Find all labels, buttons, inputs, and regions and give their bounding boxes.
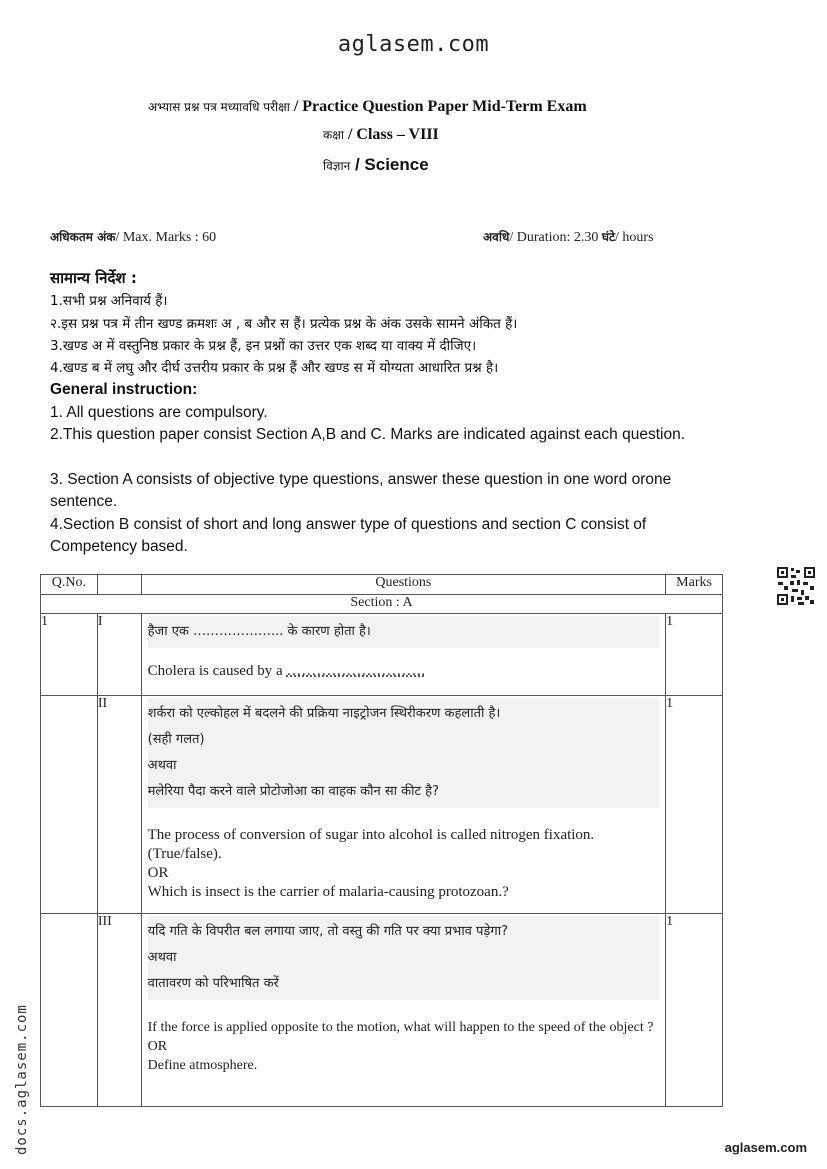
section-row [41, 595, 723, 614]
question-cell [141, 614, 665, 696]
question-sub-number: I [97, 614, 141, 696]
table-row [41, 696, 723, 914]
questions-table [40, 574, 723, 1107]
question-marks: 1 [666, 696, 723, 914]
subject-label [323, 155, 429, 175]
header-sub [97, 575, 141, 595]
english-question-line: The process of conversion of sugar into alcohol is called nitrogen fixation. (True/false). [147, 827, 595, 862]
duration-english: / Duration: 2.30 [509, 230, 602, 245]
english-instruction-item: 1. All questions are compulsory. [50, 404, 268, 421]
paper-title-english: / Practice Question Paper Mid-Term Exam [289, 98, 587, 115]
hindi-instruction-item: 4.खण्ड ब में लघु और दीर्घ उत्तरीय प्रकार के प्रश्न हैं और खण्ड स में योग्यता आधारित प्रश्न है। [50, 360, 499, 376]
english-question [148, 1018, 659, 1075]
qr-code-icon[interactable] [776, 566, 816, 606]
header-questions: Questions [141, 575, 665, 595]
english-instruction-item: 3. Section A consists of objective type questions, answer these question in one word orone sentence. [50, 471, 672, 510]
paper-title-hindi: अभ्यास प्रश्न पत्र मध्यावधि परीक्षा [148, 100, 290, 114]
question-number [41, 914, 98, 1107]
question-sub-number: II [97, 696, 141, 914]
hindi-question-line: (सही गलत) [147, 732, 205, 747]
duration [483, 228, 654, 246]
question-marks: 1 [666, 914, 723, 1107]
english-question-line: OR [147, 1039, 168, 1054]
question-sub-number: III [97, 914, 141, 1107]
hindi-instructions-heading: सामान्य निर्देश : [50, 269, 137, 287]
duration-hindi-unit: घंटे [601, 230, 616, 244]
hindi-question [148, 616, 659, 648]
answer-blank: ………………………. [286, 663, 426, 679]
english-instructions-heading: General instruction: [50, 381, 198, 398]
english-question-text: Cholera is caused by a [147, 663, 287, 679]
hindi-question-line: शर्करा को एल्कोहल में बदलने की प्रक्रिया नाइट्रोजन स्थिरीकरण कहलाती है। [147, 706, 501, 721]
english-question-line: Which is insect is the carrier of malaria-causing protozoan.? [147, 884, 509, 900]
hindi-question-line: यदि गति के विपरीत बल लगाया जाए, तो वस्तु की गति पर क्या प्रभाव पड़ेगा? [147, 924, 508, 939]
class-english: / Class – VIII [343, 126, 439, 143]
hindi-question-line: वातावरण को परिभाषित करें [147, 976, 279, 991]
question-cell [141, 696, 665, 914]
table-row [41, 914, 723, 1107]
subject-hindi: विज्ञान [323, 159, 351, 173]
paper-title [148, 98, 587, 116]
duration-english-unit: / hours [615, 230, 654, 245]
class-label [323, 126, 439, 144]
question-number: 1 [41, 614, 98, 696]
hindi-question-line: अथवा [147, 950, 177, 965]
english-question-line: OR [147, 865, 169, 881]
english-question [148, 826, 659, 902]
hindi-instruction-item: 3.खण्ड अ में वस्तुनिष्ठ प्रकार के प्रश्न हैं, इन प्रश्नों का उत्तर एक शब्द या वाक्य में दीजिए। [50, 338, 477, 354]
hindi-question [148, 916, 659, 1000]
side-watermark: docs.aglasem.com [14, 1004, 30, 1155]
hindi-instruction-item: २.इस प्रश्न पत्र में तीन खण्ड क्रमशः अ , ब और स हैं। प्रत्येक प्रश्न के अंक उसके सामने अंकित हैं। [50, 316, 518, 332]
question-marks: 1 [666, 614, 723, 696]
hindi-question-line: हैजा एक ………………... के कारण होता है। [147, 624, 371, 639]
hindi-question [148, 698, 659, 808]
subject-english: / Science [350, 155, 429, 174]
header-marks: Marks [666, 575, 723, 595]
max-marks-hindi: अधिकतम अंक [50, 230, 116, 244]
max-marks-english: / Max. Marks : 60 [115, 230, 217, 245]
question-number [41, 696, 98, 914]
table-row [41, 614, 723, 696]
footer-brand: aglasem.com [724, 1140, 807, 1155]
section-label: Section : A [41, 595, 723, 614]
max-marks [50, 228, 216, 246]
hindi-instruction-item: 1.सभी प्रश्न अनिवार्य हैं। [50, 293, 168, 309]
english-instruction-item: 4.Section B consist of short and long answer type of questions and section C consist of Competency based. [50, 516, 647, 555]
english-question [148, 662, 659, 681]
english-question-line: If the force is applied opposite to the motion, what will happen to the speed of the object ? [147, 1020, 654, 1035]
hindi-question-line: मलेरिया पैदा करने वाले प्रोटोजोआ का वाहक कौन सा कीट है? [147, 784, 439, 799]
hindi-question-line: अथवा [147, 758, 177, 773]
site-logo: aglasem.com [337, 32, 490, 57]
duration-hindi: अवधि [483, 230, 510, 244]
question-cell [141, 914, 665, 1107]
class-hindi: कक्षा [323, 128, 344, 142]
english-question-line: Define atmosphere. [147, 1058, 258, 1073]
header-qno: Q.No. [41, 575, 98, 595]
english-instruction-item: 2.This question paper consist Section A,B and C. Marks are indicated against each question. [50, 426, 686, 443]
table-header-row [41, 575, 723, 595]
